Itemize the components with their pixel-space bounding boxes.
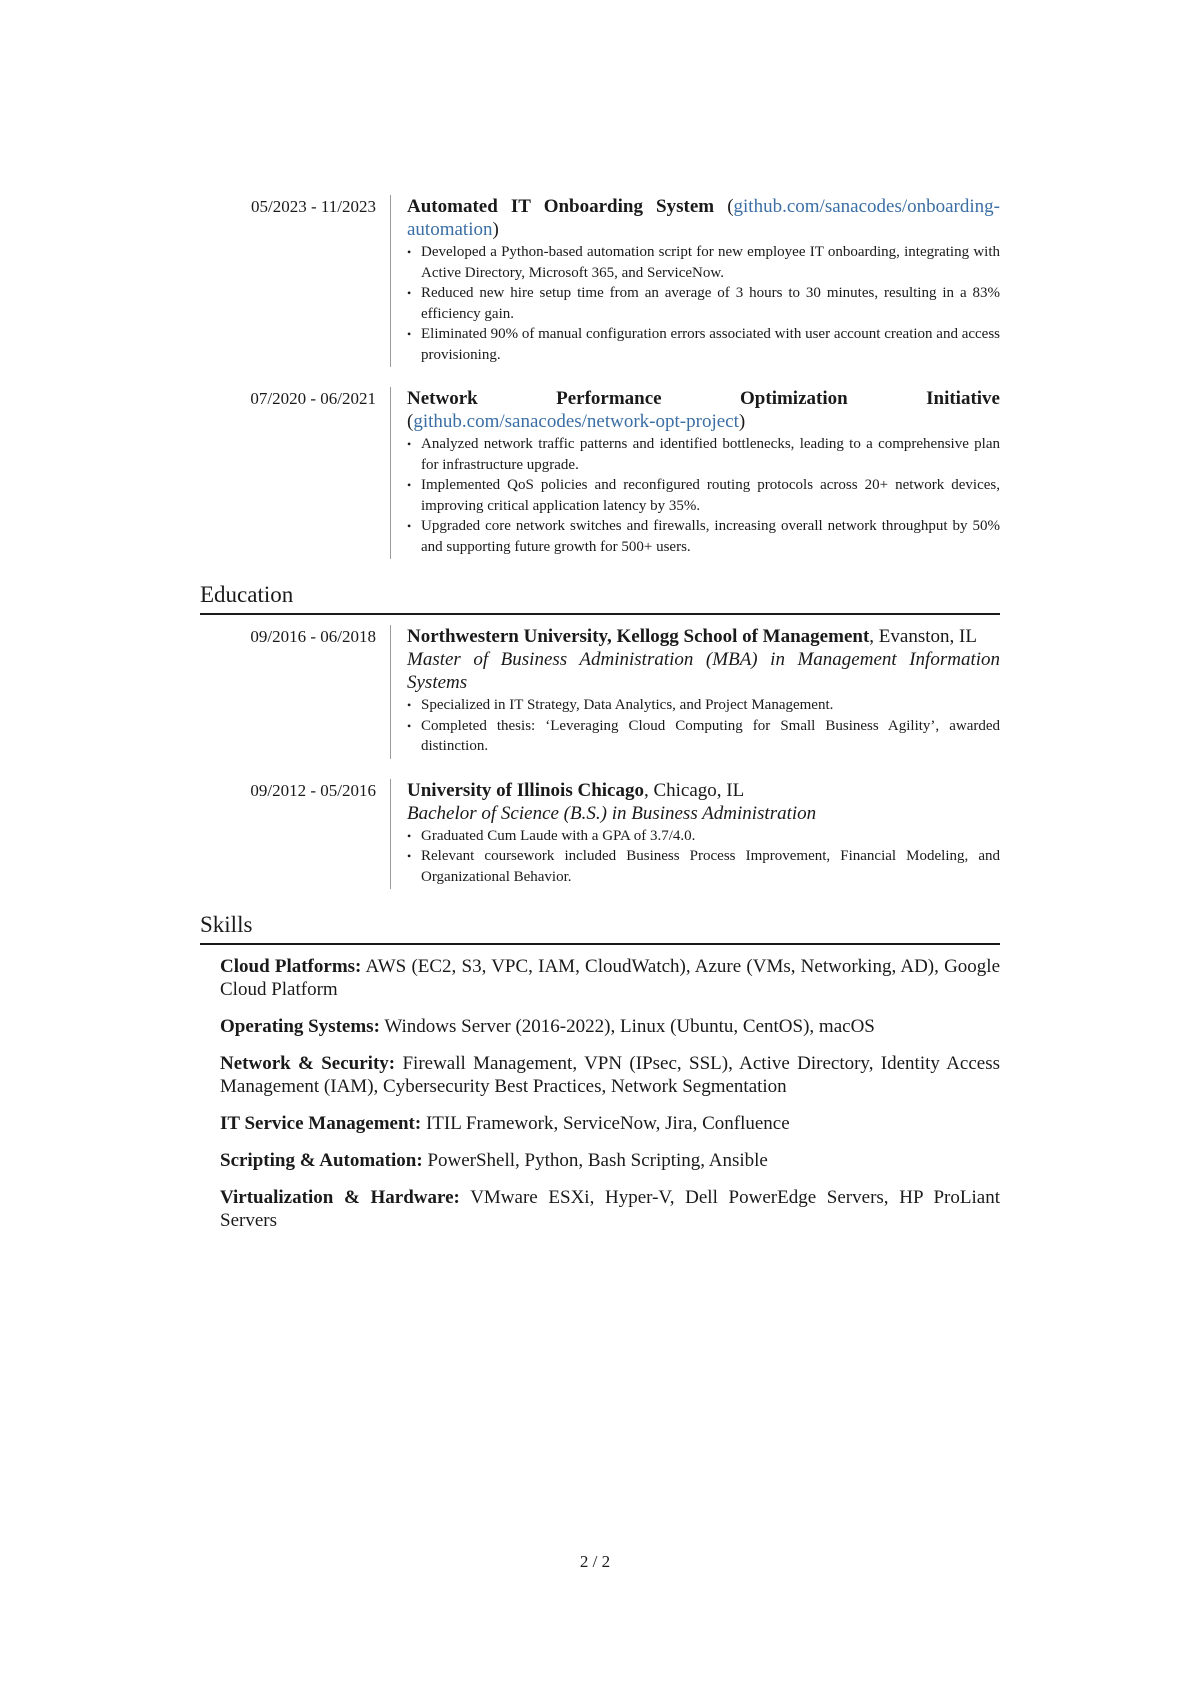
bullet-item: • Developed a Python-based automation script for new employee IT onboarding, integrating with Active Directory, Microsoft 365, and ServiceNow. [407,242,1000,283]
skill-item [220,1112,1000,1135]
institution-location: , Evanston, IL [869,626,977,647]
skill-item [220,1149,1000,1172]
bullet-item: • Implemented QoS policies and reconfigured routing protocols across 20+ network devices, improving critical application latency by 35%. [407,475,1000,516]
skill-label: Virtualization & Hardware: [220,1187,460,1208]
bullet-item: • Eliminated 90% of manual configuration errors associated with user account creation and access provisioning. [407,324,1000,365]
skill-value: PowerShell, Python, Bash Scripting, Ansible [427,1150,768,1171]
bullet-list [407,434,1000,557]
skill-label: Operating Systems: [220,1016,380,1037]
page-number: 2 / 2 [579,1552,611,1571]
entry-body [390,779,1000,890]
bullet-item: • Reduced new hire setup time from an average of 3 hours to 30 minutes, resulting in a 83% efficiency gain. [407,283,1000,324]
education-entry [200,779,1000,890]
degree-title: Master of Business Administration (MBA) in Management Information Systems [407,649,1000,693]
entry-title-line: Network Performance Optimization Initiative (github.com/sanacodes/network-opt-project) [407,388,1000,432]
skill-value: Firewall Management, VPN (IPsec, SSL), Active Directory, Identity Access Management (IAM), Cybersecurity Best Practices, Network Segmentation [220,1053,1000,1097]
degree-title: Bachelor of Science (B.S.) in Business Administration [407,802,817,824]
skill-item [220,1186,1000,1232]
section-heading-skills: Skills [200,911,1000,945]
bullet-list [407,242,1000,365]
section-heading-education: Education [200,581,1000,615]
skill-value: ITIL Framework, ServiceNow, Jira, Confluence [425,1113,790,1134]
skill-value: VMware ESXi, Hyper-V, Dell PowerEdge Servers, HP ProLiant Servers [220,1187,1000,1231]
bullet-item: • Graduated Cum Laude with a GPA of 3.7/4.0. [407,826,1000,847]
education-entry [200,625,1000,759]
institution-name: University of Illinois Chicago [407,779,644,801]
project-title: Network Performance Optimization Initiative [407,388,1000,409]
project-entry [200,387,1000,559]
skill-label: Cloud Platforms: [220,956,362,977]
skill-item [220,1015,1000,1038]
project-link[interactable]: github.com/sanacodes/network-opt-project [413,411,739,432]
entry-body [390,195,1000,367]
projects-section [200,195,1000,559]
skill-label: Scripting & Automation: [220,1150,423,1171]
skill-value: Windows Server (2016-2022), Linux (Ubuntu, CentOS), macOS [384,1016,875,1037]
entry-body [390,387,1000,559]
bullet-item: • Relevant coursework included Business Process Improvement, Financial Modeling, and Organizational Behavior. [407,846,1000,887]
skills-section [200,911,1000,1232]
resume-content [200,195,1000,1246]
bullet-list [407,695,1000,757]
bullet-item: • Analyzed network traffic patterns and identified bottlenecks, leading to a comprehensive plan for infrastructure upgrade. [407,434,1000,475]
entry-date: 07/2020 - 06/2021 [250,389,376,408]
entry-date: 05/2023 - 11/2023 [251,197,376,216]
skill-item [220,1052,1000,1098]
entry-body [390,625,1000,759]
bullet-item: • Completed thesis: ‘Leveraging Cloud Computing for Small Business Agility’, awarded distinction. [407,716,1000,757]
bullet-list [407,826,1000,888]
entry-title-line: Automated IT Onboarding System (github.com/sanacodes/onboarding-automation) [407,196,1000,240]
entry-title-line [407,779,1000,802]
project-title: Automated IT Onboarding System [407,196,715,217]
skill-label: Network & Security: [220,1053,396,1074]
project-link[interactable]: github.com/sanacodes/onboarding-automation [407,196,1000,240]
bullet-item: • Specialized in IT Strategy, Data Analytics, and Project Management. [407,695,1000,716]
skills-list [200,955,1000,1232]
entry-date: 09/2016 - 06/2018 [250,627,376,646]
skill-item [220,955,1000,1001]
skill-value: AWS (EC2, S3, VPC, IAM, CloudWatch), Azure (VMs, Networking, AD), Google Cloud Platform [220,956,1001,1000]
entry-title-line [407,625,1000,648]
entry-date: 09/2012 - 05/2016 [250,780,376,800]
project-entry [200,195,1000,367]
institution-name: Northwestern University, Kellogg School of Management [407,626,870,647]
bullet-item: • Upgraded core network switches and firewalls, increasing overall network throughput by 50% and supporting future growth for 500+ users. [407,516,1000,557]
education-section [200,581,1000,889]
institution-location: , Chicago, IL [643,779,745,801]
skill-label: IT Service Management: [220,1113,422,1134]
